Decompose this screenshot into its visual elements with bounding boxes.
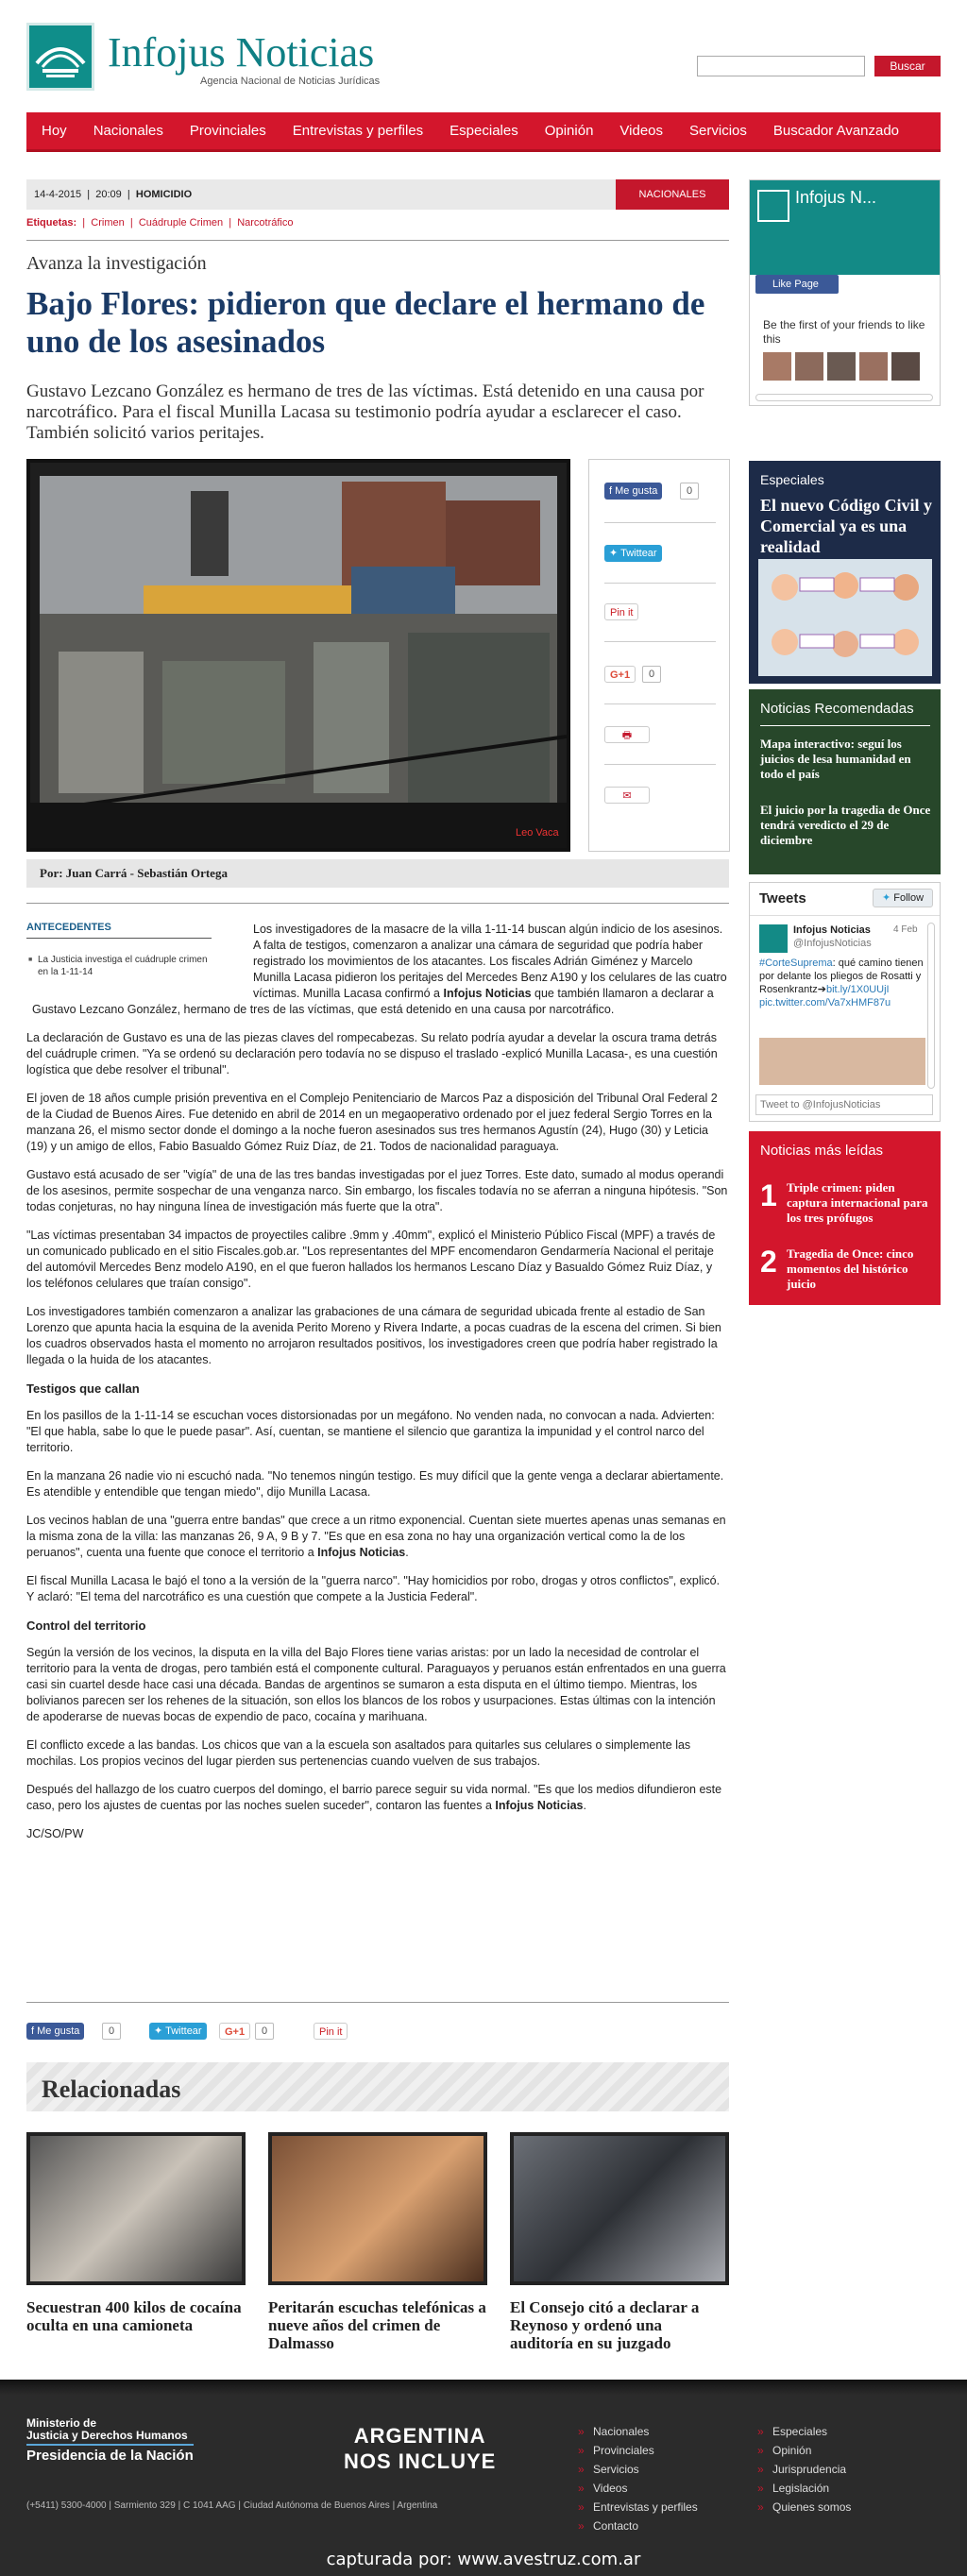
mas-leidas-widget: [749, 1131, 941, 1305]
presidency-logo[interactable]: Presidencia de la Nación: [26, 2444, 194, 2464]
divider: [750, 915, 940, 916]
article-kicker: Avanza la investigación: [26, 253, 207, 274]
footer-link[interactable]: » Jurisprudencia: [772, 2463, 846, 2476]
twitter-follow-button[interactable]: ✦ Follow: [873, 889, 933, 907]
tweet-image[interactable]: [759, 1038, 925, 1085]
article-lead: Gustavo Lezcano González es hermano de tres de las víctimas. Está detenido en una causa por narcotráfico. Para el fiscal Munilla Lacasa su testimonio podría ayudar a esclarecer el caso. También solicitó varios peritajes.: [26, 381, 704, 443]
facebook-page-name[interactable]: Infojus N...: [795, 188, 877, 207]
related-caption[interactable]: Secuestran 400 kilos de cocaína oculta en una camioneta: [26, 2298, 242, 2334]
especiales-widget[interactable]: [749, 461, 941, 684]
tweet-user[interactable]: Infojus Noticias: [793, 924, 871, 936]
site-footer: [0, 2380, 967, 2576]
pinterest-button[interactable]: Pin it: [314, 2023, 348, 2040]
google-plus-button[interactable]: G+1: [604, 666, 636, 683]
tweet-handle[interactable]: @InfojusNoticias: [793, 938, 872, 949]
facebook-like-button[interactable]: f Me gusta: [26, 2023, 84, 2040]
site-header: [0, 0, 967, 111]
google-plus-count: 0: [255, 2023, 274, 2040]
facebook-like-button[interactable]: [604, 483, 662, 500]
related-title: Relacionadas: [42, 2076, 181, 2103]
especiales-label: Especiales: [760, 472, 824, 487]
recomendada-link[interactable]: Mapa interactivo: seguí los juicios de lesa humanidad en todo el país: [760, 737, 911, 781]
article-body: [26, 922, 729, 1855]
article-meta: 14-4-2015 | 20:09 | HOMICIDIO: [26, 179, 729, 210]
twitter-button[interactable]: [604, 545, 662, 562]
tweets-title: Tweets: [759, 890, 806, 907]
paragraph: Los investigadores también comenzaron a analizar las grabaciones de una cámara de seguridad ubicada frente al estadio de San Lorenzo que apunta hacia la esquina de la avenida Perito Moreno y Rivera Indarte, a pocas cuadras de la escena del crimen. Si bien los cuadros observados hasta el momento no arrojaron resultados positivos, los investigadores creen que podría haber registrado la llegada o la huida de los atacantes.: [26, 1305, 721, 1366]
related-card[interactable]: [510, 2132, 729, 2352]
twitter-label: Twittear: [620, 548, 657, 559]
tweet-link[interactable]: pic.twitter.com/Va7xHMF87u: [759, 997, 891, 1008]
article-author: Por: Juan Carrá - Sebastián Ortega: [26, 859, 729, 888]
twitter-icon: ✦: [881, 892, 891, 904]
footer-link[interactable]: » Provinciales: [593, 2444, 654, 2457]
mas-leidas-label: Noticias más leídas: [760, 1143, 884, 1159]
facebook-icon: f: [31, 2025, 35, 2037]
related-card[interactable]: [26, 2132, 246, 2334]
avatar[interactable]: [859, 352, 888, 381]
antecedentes-title: ANTECEDENTES: [26, 922, 212, 939]
footer-link[interactable]: » Especiales: [772, 2425, 827, 2438]
photo-illustration: [30, 463, 567, 848]
print-button[interactable]: [604, 726, 650, 743]
facebook-widget: [749, 179, 941, 406]
nav-item-servicios[interactable]: Servicios: [689, 123, 747, 139]
logo-wordmark[interactable]: [108, 29, 375, 76]
tweet-text: #CorteSuprema: qué camino tienen por delante los pliegos de Rosatti y Rosenkrantz➔bit.ly/1X0UUjI pic.twitter.com/Va7xHMF87u: [759, 958, 924, 1008]
paragraph: El fiscal Munilla Lacasa le bajó el tono a la versión de la "guerra narco". "Hay homicidios por robo, drogas y otros conflictos", explicó. Y aclaró: "El tema del narcotráfico es una cuestión que compete a la Justicia Federal".: [26, 1574, 721, 1603]
paragraph: Gustavo está acusado de ser "vigía" de una de las tres bandas investigadas por el juez Torres. Este dato, sumado al modus operandi de los asesinos, permite sospechar de una venganza narco. Sin embargo, los fiscales todavía no se aferran a ninguna hipótesis. "Son todas conjeturas, no hay ninguna línea de investigación más fuerte que la otra".: [26, 1168, 728, 1213]
tag-link[interactable]: Cuádruple Crimen: [138, 217, 224, 229]
paragraph: Después del hallazgo de los cuatro cuerpos del domingo, el barrio parece seguir su vida normal. "Es que los medios difundieron este caso, pero los ajustes de cuentas por las noches suelen suceder", contaron las fuentes a Infojus Noticias.: [26, 1783, 722, 1812]
divider: [26, 2002, 729, 2003]
footer-link[interactable]: » Servicios: [593, 2463, 639, 2476]
facebook-icon: f: [609, 485, 613, 497]
avatar[interactable]: [827, 352, 856, 381]
footer-shadow: [0, 2380, 967, 2395]
pinterest-button[interactable]: Pin it: [604, 603, 638, 620]
scrollbar[interactable]: [755, 394, 933, 401]
subheading: Testigos que callan: [26, 1381, 140, 1396]
article-photo: [26, 459, 570, 852]
google-plus-count: 0: [642, 666, 661, 683]
paragraph: En la manzana 26 nadie vio ni escuchó nada. "No tenemos ningún testigo. Es muy difícil que la gente venga a declarar abiertamente. Es atendible y entendible que tengan miedo", dijo Munilla Lacasa.: [26, 1469, 724, 1499]
logo-icon[interactable]: [26, 23, 94, 91]
related-image[interactable]: [26, 2132, 246, 2285]
divider: [604, 764, 716, 765]
article-signature: JC/SO/PW: [26, 1827, 84, 1840]
bottom-share-bar: [26, 2023, 729, 2042]
paragraph: Según la versión de los vecinos, la disputa en la villa del Bajo Flores tiene varias aristas: por un lado la necesidad de controlar el territorio para la venta de drogas, pero también está el componente cultural. Paraguayos y peruanos están enfrentados en una guerra casi sin cuartel desde hace casi una década. Bandas de argentinos se sumaron a esta disputa en el último tiempo. Mientras, los bolivianos parecen ser los rehenes de la situación, son ellos los blancos de los robos y usurpaciones. Estas últimas con la intención de apoderarse de nuevas bocas de expendio de paco, cocaína y marihuana.: [26, 1646, 726, 1723]
nav-item-opinion[interactable]: Opinión: [544, 123, 594, 139]
related-caption[interactable]: El Consejo citó a declarar a Reynoso y ordenó una auditoría en su juzgado: [510, 2298, 700, 2352]
nav-item-entrevistas[interactable]: Entrevistas y perfiles: [292, 123, 424, 139]
logo-secondary: Noticias: [235, 29, 375, 76]
ministry-logo[interactable]: Ministerio de Justicia y Derechos Humanos: [26, 2416, 188, 2442]
divider: [604, 703, 716, 704]
paragraph: La declaración de Gustavo es una de las piezas claves del rompecabezas. Su relato podría ayudar a develar la oscura trama detrás del cuádruple crimen. "Ya se ordenó su declaración pero todavía no se dispuso el traslado -explicó Munilla Lacasa-, es una cuestión logística que debe resolver el tribunal".: [26, 1031, 718, 1076]
related-caption[interactable]: Peritarán escuchas telefónicas a nueve años del crimen de Dalmasso: [268, 2298, 486, 2352]
capture-watermark: capturada por: www.avestruz.com.ar: [326, 2550, 641, 2569]
footer-link[interactable]: » Quienes somos: [772, 2500, 851, 2514]
email-button[interactable]: [604, 787, 650, 804]
nav-item-hoy[interactable]: Hoy: [42, 123, 67, 139]
subheading: Control del territorio: [26, 1618, 146, 1633]
tweet-hashtag[interactable]: #CorteSuprema: [759, 958, 833, 969]
divider: [26, 903, 729, 904]
related-card[interactable]: [268, 2132, 487, 2352]
print-icon: 🖶: [621, 730, 633, 741]
logo-subtitle: Agencia Nacional de Noticias Jurídicas: [200, 76, 381, 87]
mas-leida-link[interactable]: Triple crimen: piden captura internacional para los tres prófugos: [787, 1180, 928, 1225]
tweet-link[interactable]: bit.ly/1X0UUjI: [825, 984, 890, 995]
footer-link[interactable]: » Legislación: [772, 2482, 829, 2495]
facebook-friends-text: Be the first of your friends to like this: [763, 318, 925, 346]
antecedentes-link[interactable]: ■ La Justicia investiga el cuádruple crimen en la 1-11-14: [38, 954, 208, 978]
avatar[interactable]: [795, 352, 823, 381]
tweet-date[interactable]: 4 Feb: [893, 924, 918, 935]
divider: [604, 583, 716, 584]
logo-icon: [757, 190, 789, 222]
related-image[interactable]: [268, 2132, 487, 2285]
envelope-icon: ✉: [622, 790, 632, 802]
recomendadas-widget: [749, 689, 941, 874]
article-time: 20:09: [95, 189, 122, 200]
related-image[interactable]: [510, 2132, 729, 2285]
tweet-to-input[interactable]: Tweet to @InfojusNoticias: [755, 1094, 933, 1115]
article-category[interactable]: HOMICIDIO: [135, 189, 193, 200]
footer-link[interactable]: » Contacto: [593, 2519, 638, 2533]
photo-credit: Leo Vaca: [516, 827, 559, 839]
divider: [604, 641, 716, 642]
especiales-image[interactable]: [758, 559, 932, 676]
paragraph: El conflicto excede a las bandas. Los chicos que van a la escuela son asaltados para quitarles sus celulares o simplemente las mochilas. Los propios vecinos del lugar pierden sus pertenencias cuando vuelven de sus trabajos.: [26, 1738, 691, 1768]
facebook-count: 0: [680, 483, 699, 500]
main-nav: [26, 112, 941, 152]
paragraph: Los investigadores de la masacre de la villa 1-11-14 buscan algún indicio de los asesinos. A falta de testigos, comenzaron a analizar una cámara de seguridad que podría haber registrado los movimientos de los atacantes. Los fiscales Adrián Giménez y Marcelo Munilla Lacasa pidieron los peritajes del Mercedes Benz A190 y los celulares de las cuatro víctimas. Munilla Lacasa confirmó a Infojus Noticias que también llamaron a declarar a Gustavo Lezcano González, hermano de tres de las víctimas, que está detenido en una causa por narcotráfico.: [32, 923, 727, 1016]
footer-link[interactable]: » Nacionales: [593, 2425, 649, 2438]
search-input[interactable]: [697, 56, 865, 76]
twitter-icon: ✦: [609, 548, 619, 559]
rank-number: 2: [760, 1245, 777, 1279]
recomendadas-label: Noticias Recomendadas: [760, 701, 914, 717]
share-panel: [588, 459, 730, 852]
article-headline: Bajo Flores: pidieron que declare el hermano de uno de los asesinados: [26, 285, 705, 360]
nav-item-buscador[interactable]: Buscador Avanzado: [772, 123, 900, 139]
especiales-title[interactable]: El nuevo Código Civil y Comercial ya es una realidad: [760, 496, 933, 556]
nav-item-nacionales[interactable]: Nacionales: [93, 123, 163, 139]
nav-item-videos[interactable]: Videos: [619, 123, 664, 139]
divider: [604, 522, 716, 523]
twitter-icon: ✦: [154, 2025, 163, 2037]
argentina-logo[interactable]: ARGENTINA NOS INCLUYE: [344, 2424, 497, 2473]
footer-link[interactable]: » Entrevistas y perfiles: [593, 2500, 698, 2514]
scrollbar[interactable]: [927, 923, 935, 1089]
tag-link[interactable]: Crimen: [91, 217, 125, 229]
nav-item-provinciales[interactable]: Provinciales: [189, 123, 266, 139]
divider: [26, 240, 729, 241]
facebook-count: 0: [102, 2023, 121, 2040]
search-button[interactable]: Buscar: [874, 56, 941, 76]
nav-item-especiales[interactable]: Especiales: [450, 123, 518, 139]
rank-number: 1: [760, 1178, 777, 1212]
paragraph: "Las víctimas presentaban 34 impactos de proyectiles calibre .9mm y .40mm", explicó el Ministerio Público Fiscal (MPF) a través de un comunicado publicado en el sitio Fiscales.gob.ar. "Los representantes del MPF encomendaron Gendarmería Nacional el peritaje del automóvil Mercedes Benz modelo A190, en el que fueron hallados los hermanos Lescano Díaz y Basualdo Gómez Ruiz Díaz, y los teléfonos celulares que traían consigo".: [26, 1229, 716, 1290]
article-date: 14-4-2015: [34, 189, 82, 200]
footer-link[interactable]: » Videos: [593, 2482, 627, 2495]
paragraph: En los pasillos de la 1-11-14 se escuchan voces distorsionadas por un megáfono. No venden nada, no convocan a nada. Advierten: "El que habla, sabe lo que le puede pasar". Así, cuentan, se mantiene el silencio que garantiza la impunidad y el control narco del territorio.: [26, 1409, 715, 1454]
recomendada-link[interactable]: El juicio por la tragedia de Once tendrá veredicto el 29 de diciembre: [760, 803, 931, 847]
paragraph: El joven de 18 años cumple prisión preventiva en el Complejo Penitenciario de Marcos Paz a disposición del Tribunal Oral Federal 2 de la Ciudad de Buenos Aires. Fue detenido en abril de 2014 en un megaoperativo ordenado por el juez federal Sergio Torres en la manzana 26, el mismo sector donde el domingo a la noche fueron asesinados sus tres hermanos Agustín (24), Hugo (30) y Leticia (19) y un amigo de ellos, Fabio Basualdo Gómez Ruiz Díaz, de 21. Todos de nacionalidad paraguaya.: [26, 1092, 718, 1153]
avatar[interactable]: [891, 352, 920, 381]
footer-link[interactable]: » Opinión: [772, 2444, 811, 2457]
section-badge[interactable]: NACIONALES: [616, 179, 729, 210]
tags-row: Etiquetas: | Crimen | Cuádruple Crimen | Narcotráfico: [26, 217, 294, 229]
paragraph: Los vecinos hablan de una "guerra entre bandas" que crece a un ritmo exponencial. Cuentan siete muertes apenas unas semanas en la misma zona de la villa: las manzanas 26, 9 A, 9 B y 7. "Es que en esa zona no hay una organización vertical como la de los peruanos", cuenta una fuente que conoce el territorio a Infojus Noticias.: [26, 1514, 726, 1559]
tag-link[interactable]: Narcotráfico: [237, 217, 294, 229]
facebook-like-page-button[interactable]: Like Page: [755, 275, 839, 294]
twitter-widget: [749, 882, 941, 1122]
logo-primary: Infojus: [108, 29, 226, 76]
avatar[interactable]: [763, 352, 791, 381]
mas-leida-link[interactable]: Tragedia de Once: cinco momentos del histórico juicio: [787, 1246, 914, 1291]
footer-address: (+5411) 5300-4000 | Sarmiento 329 | C 1041 AAG | Ciudad Autónoma de Buenos Aires | Argentina: [26, 2500, 438, 2511]
facebook-like-label: Me gusta: [615, 485, 658, 497]
avatar[interactable]: [759, 924, 788, 953]
tags-label: Etiquetas:: [26, 217, 77, 229]
google-plus-button[interactable]: G+1: [219, 2023, 250, 2040]
facebook-cover[interactable]: [750, 180, 940, 275]
twitter-button[interactable]: ✦ Twittear: [149, 2023, 207, 2040]
divider: [760, 725, 930, 726]
